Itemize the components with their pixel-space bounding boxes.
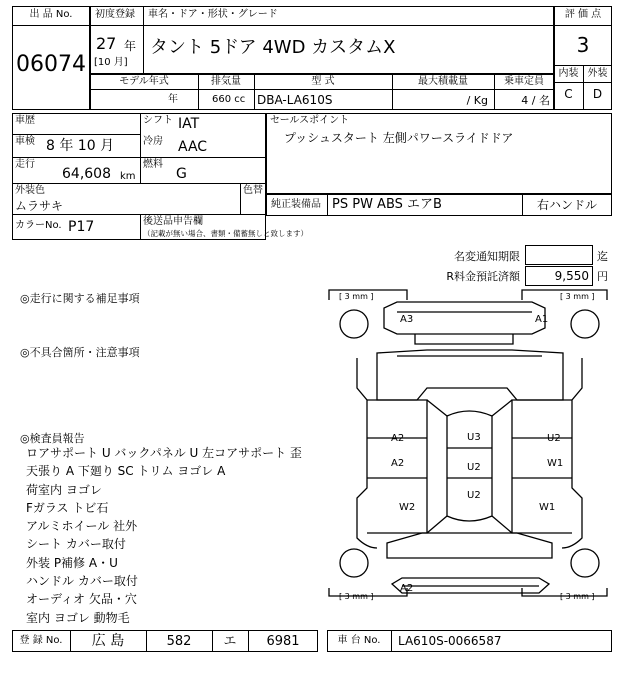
color-label: 外装色 — [15, 185, 45, 196]
deadline-box — [525, 245, 593, 265]
first-reg-label: 初度登録 — [95, 9, 135, 20]
ac-value: AAC — [178, 139, 208, 155]
type-code: DBA-LA610S — [257, 93, 333, 107]
tire-depth-label: [ 3 mm ] — [339, 592, 374, 601]
mileage-value: 64,608 — [62, 166, 111, 182]
displacement: 660 cc — [212, 94, 246, 105]
sales-point-text: プッシュスタート 左側パワースライドドア — [284, 131, 514, 145]
interior-label: 内装 — [558, 68, 579, 79]
color-no-label: カラーNo. — [15, 220, 62, 231]
mileage-label: 走行 — [15, 159, 35, 170]
inspection-label: 車検 — [15, 136, 35, 147]
shift-label: シフト — [143, 115, 173, 126]
recycle-label: R料金預託済額 — [446, 270, 520, 283]
grade-label: 評 価 点 — [564, 9, 602, 20]
running-notes-label: ◎走行に関する補足事項 — [20, 292, 140, 305]
color-value: ムラサキ — [15, 199, 64, 213]
deadline-suffix: 迄 — [597, 250, 608, 263]
fuel-value: G — [176, 166, 187, 182]
vehicle-label: 車名・ドア・形状・グレード — [148, 9, 278, 20]
damage-mark-left-quarter: W2 — [399, 502, 416, 513]
inspector-label: ◎検査員報告 — [20, 432, 85, 445]
tire-depth-label: [ 3 mm ] — [560, 592, 595, 601]
capacity-label: 乗車定員 — [504, 76, 544, 87]
inspector-line: オーディオ 欠品・穴 — [26, 592, 137, 606]
deadline-label: 名変通知期限 — [454, 250, 520, 263]
exterior-grade: D — [592, 87, 603, 101]
max-load: / Kg — [466, 94, 488, 107]
first-reg-month: [10 月] — [94, 57, 128, 68]
tire-depth-label: [ 3 mm ] — [560, 292, 595, 301]
inspector-line: アルミホイール 社外 — [26, 519, 138, 533]
reg-number: 6981 — [266, 634, 300, 649]
lot-label: 出 品 No. — [29, 9, 73, 20]
displacement-label: 排気量 — [211, 76, 241, 87]
options-value: PS PW ABS エアB — [332, 197, 442, 212]
damage-mark-front-left: A3 — [400, 314, 414, 325]
options-label: 純正装備品 — [271, 199, 321, 210]
color-change-label: 色替 — [243, 185, 263, 196]
year-unit: 年 — [124, 39, 137, 53]
inspector-line: 天張り A 下廻り SC トリム ヨゴレ A — [26, 464, 226, 478]
defects-label: ◎不具合箇所・注意事項 — [20, 346, 140, 359]
damage-mark-right-quarter: W1 — [539, 502, 556, 513]
inspector-line: 室内 ヨゴレ 動物毛 — [26, 611, 130, 625]
exterior-label: 外装 — [587, 68, 608, 79]
damage-mark-right-rear-door: W1 — [547, 458, 564, 469]
damage-mark-roof-front: U3 — [467, 432, 481, 443]
capacity: 4 / 名 — [521, 94, 550, 107]
recycle-amount: 9,550 — [554, 269, 589, 283]
grade-value: 3 — [576, 33, 590, 57]
sales-point-label: セールスポイント — [270, 115, 350, 126]
damage-mark-left-front-door: A2 — [391, 433, 405, 444]
reg-label: 登 録 No. — [19, 635, 63, 646]
damage-mark-front-right: A1 — [535, 314, 549, 325]
first-reg-year: 27 — [96, 34, 117, 53]
steering-value: 右ハンドル — [536, 198, 597, 212]
model-year-label: モデル年式 — [119, 76, 169, 87]
max-load-label: 最大積載量 — [418, 76, 468, 87]
history-label: 車歴 — [15, 115, 35, 126]
shift-value: IAT — [178, 116, 200, 132]
inspector-line: ハンドル カバー取付 — [26, 574, 138, 588]
inspector-line: シート カバー取付 — [26, 537, 126, 551]
recycle-unit: 円 — [597, 270, 608, 283]
damage-mark-roof-mid: U2 — [467, 462, 481, 473]
inspector-line: Fガラス トビ石 — [26, 501, 109, 515]
chassis-label: 車 台 No. — [337, 635, 381, 646]
interior-grade: C — [564, 87, 573, 101]
tire-depth-label: [ 3 mm ] — [339, 292, 374, 301]
fuel-label: 燃料 — [143, 159, 163, 170]
model-year-unit: 年 — [168, 94, 178, 105]
vehicle-name: タント 5ドア 4WD カスタムX — [150, 37, 396, 58]
damage-mark-right-front-door: U2 — [547, 433, 561, 444]
car-damage-diagram — [327, 288, 612, 628]
reg-class: 582 — [166, 634, 192, 649]
damage-mark-left-rear-door: A2 — [391, 458, 405, 469]
mileage-unit: km — [120, 171, 136, 182]
inspection-value: 8 年 10 月 — [46, 138, 115, 154]
after-docs-label: 後送品申告欄 — [143, 216, 203, 227]
damage-mark-rear-bumper: A2 — [400, 583, 414, 594]
reg-kana: エ — [223, 634, 237, 649]
ac-label: 冷房 — [143, 136, 163, 147]
inspector-line: 荷室内 ヨゴレ — [26, 483, 102, 497]
type-label: 型 式 — [311, 76, 335, 87]
inspector-line: ロアサポート U バックパネル U 左コアサポート 歪 — [26, 446, 302, 460]
damage-mark-roof-rear: U2 — [467, 490, 481, 501]
after-docs-note: （記載が無い場合、書類・備蓄無しと致します） — [143, 229, 308, 238]
reg-area: 広 島 — [91, 633, 125, 649]
chassis-number: LA610S-0066587 — [398, 634, 502, 648]
color-no-value: P17 — [68, 219, 95, 235]
inspector-line: 外装 P補修 A・U — [26, 556, 118, 570]
lot-number: 06074 — [16, 52, 86, 77]
